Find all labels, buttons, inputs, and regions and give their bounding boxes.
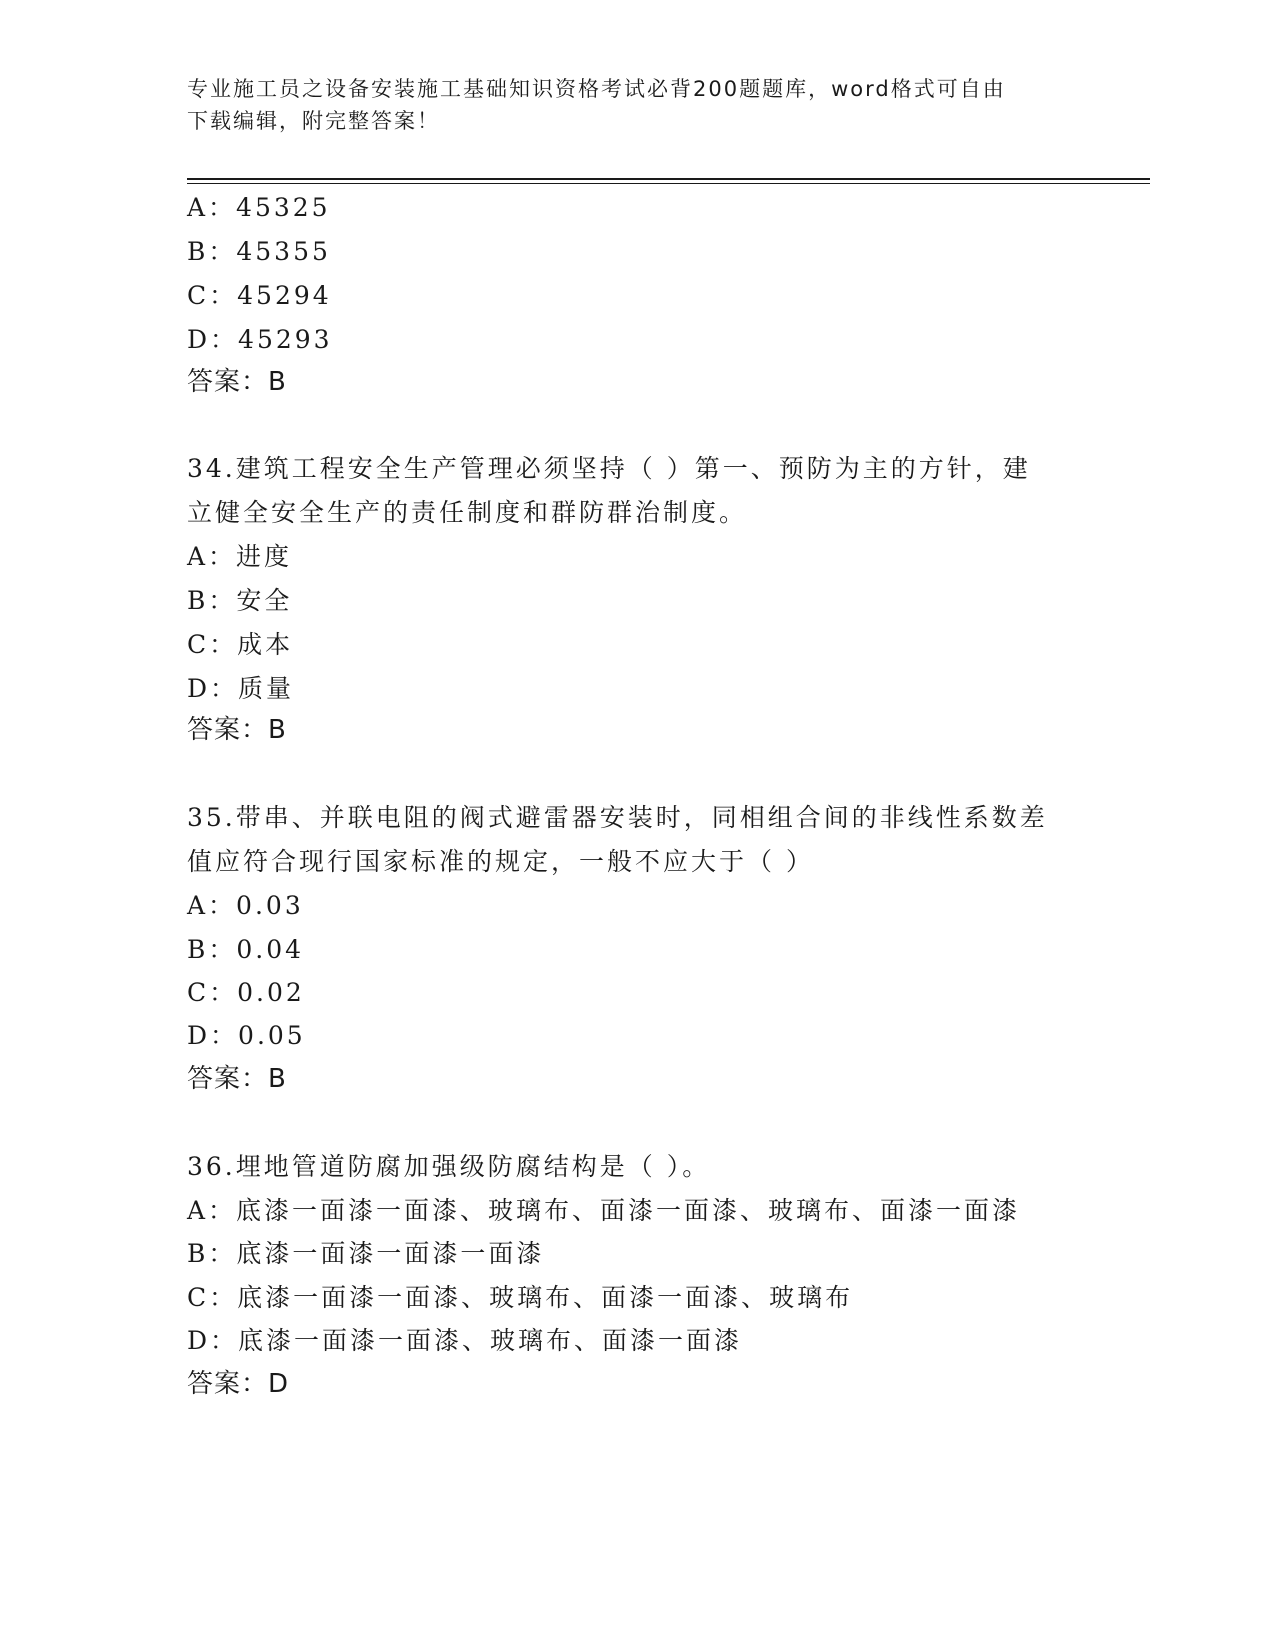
q33-answer: 答案：B xyxy=(187,367,287,397)
q33-option-b: B：45355 xyxy=(187,237,331,266)
q35-stem-line-2: 值应符合现行国家标准的规定，一般不应大于（ ） xyxy=(187,847,814,876)
q35-option-d: D：0.05 xyxy=(187,1021,306,1050)
q33-option-d: D：45293 xyxy=(187,325,333,354)
q36-option-c: C：底漆一面漆一面漆、玻璃布、面漆一面漆、玻璃布 xyxy=(187,1283,854,1312)
q36-stem-line-1: 36.埋地管道防腐加强级防腐结构是（ ）。 xyxy=(187,1152,711,1181)
q36-answer: 答案：D xyxy=(187,1369,290,1399)
q35-answer: 答案：B xyxy=(187,1064,287,1094)
q34-option-c: C：成本 xyxy=(187,630,294,659)
q34-stem-line-1: 34.建筑工程安全生产管理必须坚持（ ）第一、预防为主的方针，建 xyxy=(187,454,1031,483)
header-title-line-1: 专业施工员之设备安装施工基础知识资格考试必背200题题库，word格式可自由 xyxy=(187,77,1006,101)
q35-stem-line-1: 35.带串、并联电阻的阀式避雷器安装时，同相组合间的非线性系数差 xyxy=(187,803,1048,832)
q34-option-b: B：安全 xyxy=(187,586,293,615)
header-title-line-2: 下载编辑，附完整答案！ xyxy=(187,109,440,133)
q36-option-d: D：底漆一面漆一面漆、玻璃布、面漆一面漆 xyxy=(187,1326,743,1355)
q34-answer: 答案：B xyxy=(187,715,287,745)
q33-option-c: C：45294 xyxy=(187,281,332,310)
header-divider-thick xyxy=(187,178,1150,180)
q35-option-a: A：0.03 xyxy=(187,891,304,920)
header-divider-thin xyxy=(187,183,1150,184)
q35-option-c: C：0.02 xyxy=(187,978,305,1007)
q34-option-a: A：进度 xyxy=(187,542,293,571)
q33-option-a: A：45325 xyxy=(187,193,331,222)
q34-stem-line-2: 立健全安全生产的责任制度和群防群治制度。 xyxy=(187,498,748,527)
q35-option-b: B：0.04 xyxy=(187,935,305,964)
document-header xyxy=(187,73,1067,137)
q36-option-b: B：底漆一面漆一面漆一面漆 xyxy=(187,1239,545,1268)
q36-option-a: A：底漆一面漆一面漆、玻璃布、面漆一面漆、玻璃布、面漆一面漆 xyxy=(187,1196,1021,1225)
q34-option-d: D：质量 xyxy=(187,674,295,703)
